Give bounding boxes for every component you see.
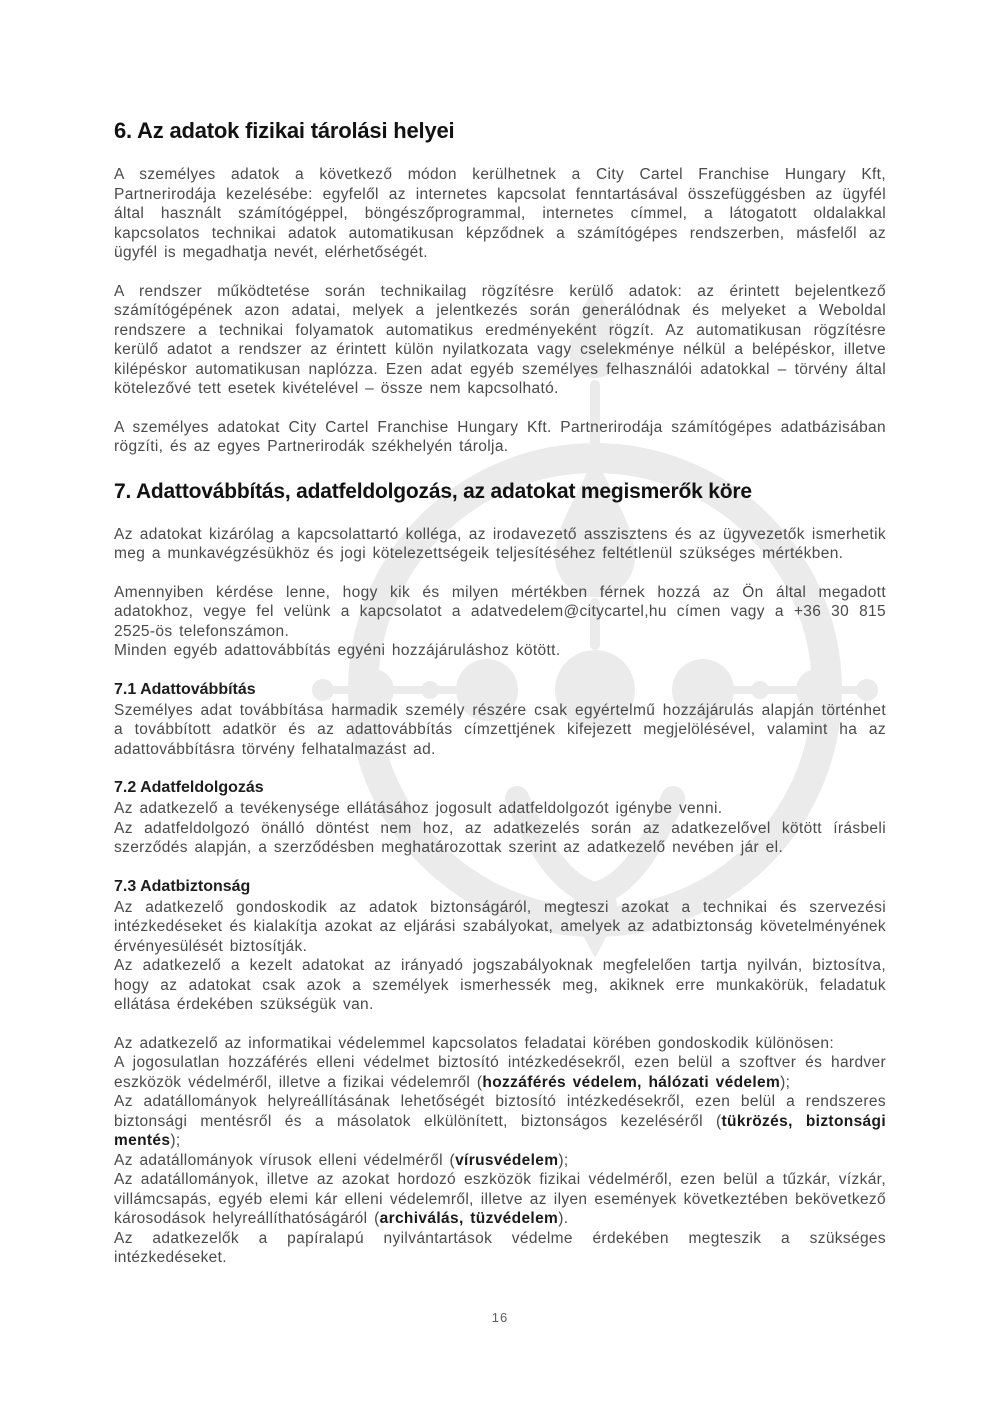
section-7-3-heading: 7.3 Adatbiztonság [114,877,251,895]
section-6-heading: 6. Az adatok fizikai tárolási helyei [114,118,455,143]
section-7-2-paragraph-2: Az adatfeldolgozó önálló döntést nem hoz, az adatkezelés során az adatkezelővel kötött írásbeli szerződés alapján, a szerződésben meghatározottak szerint az adatkezelő nevében jár el. [114,819,886,856]
section-7-1-heading: 7.1 Adattovábbítás [114,680,256,698]
section-7-2-paragraph-1: Az adatkezelő a tevékenysége ellátásához jogosult adatfeldolgozót igénybe venni. [114,800,723,817]
section-7-paragraph-1: Az adatokat kizárólag a kapcsolattartó kolléga, az irodavezető asszisztens és az ügyvezetők ismerhetik meg a munkavégzésükhöz és jogi kötelezettségeik teljesítéséhez feltétlenül szükséges mértékben. [114,525,886,562]
page-number: 16 [491,1310,509,1325]
section-7-paragraph-2: Amennyiben kérdése lenne, hogy kik és milyen mértékben férnek hozzá az Ön által megadott adatokhoz, vegye fel velünk a kapcsolatot a adatvedelem@citycartel,hu címen vagy a +36 30 815 2525-ös telefonszámon. [114,583,886,640]
security-measure-item-1-text: A jogosulatlan hozzáférés elleni védelmet biztosító intézkedésekről, ezen belül a szoftver és hardver eszközök védelméről, illetve a fizikai védelemről ( [114,1054,886,1091]
security-measure-item-4-suffix: ). [558,1210,569,1227]
section-7-paragraph-3: Minden egyéb adattovábbítás egyéni hozzájáruláshoz kötött. [114,642,561,659]
document-content [114,118,886,1268]
section-7-2-heading: 7.2 Adatfeldolgozás [114,779,264,796]
security-measure-item-2-suffix: ); [170,1132,181,1149]
section-6-paragraph-3: A személyes adatokat City Cartel Franchise Hungary Kft. Partnerirodája számítógépes adatbázisában rögzíti, és az egyes Partnerirodák székhelyén tárolja. [114,418,886,455]
security-measure-item-2-bold: tükrözés, biztonsági mentés [114,1112,886,1149]
section-7-1-paragraph-1: Személyes adat továbbítása harmadik személy részére csak egyértelmű hozzájárulás alapján történhet a továbbított adatkör és az adattovábbítás címzettjének kifejezett megjelölésével, valamint ha az adattovábbításra törvény felhatalmazást ad. [114,701,886,758]
security-measures-intro: Az adatkezelő az informatikai védelemmel kapcsolatos feladatai körében gondoskodik különösen: [114,1034,835,1052]
security-measure-item-2-text: Az adatállományok helyreállításának lehetőségét biztosító intézkedésekről, ezen belül a rendszeres biztonsági mentésről és a másolatok elkülönített, biztonságos kezeléséről ( [114,1093,886,1130]
security-measure-item-2 [114,1092,886,1151]
security-measures-closing: Az adatkezelők a papíralapú nyilvántartások védelme érdekében megteszik a szükséges intézkedéseket. [114,1229,886,1266]
security-measure-item-3-text: Az adatállományok vírusok elleni védelméről ( [114,1151,456,1169]
security-measure-item-3-bold: vírusvédelem [455,1151,559,1169]
section-6-paragraph-2: A rendszer működtetése során technikailag rögzítésre kerülő adatok: az érintett bejelentkező számítógépének azon adatai, melyek a jelentkezés során generálódnak és melyeket a Weboldal rendszere a technikai folyamatok automatikus eredményeként rögzít. Az automatikusan rögzítésre kerülő adatot a rendszer az érintett külön nyilatkozata vagy cselekménye nélkül a belépéskor, illetve kilépéskor automatikusan naplózza. Ezen adat egyéb személyes felhasználói adatokkal – törvény által kötelezővé tett esetek kivételével – össze nem kapcsolható. [114,282,886,397]
section-6-paragraph-1: A személyes adatok a következő módon kerülhetnek a City Cartel Franchise Hungary Kft, Partnerirodája kezelésébe: egyfelől az internetes kapcsolat fenntartásával összefüggésben az ügyfél által használt számítógéppel, böngészőprogrammal, internetes címmel, a látogatott oldalakkal kapcsolatos technikai adatok automatikusan képződnek a számítógépes rendszerben, másfelől az ügyfél is megadhatja nevét, elérhetőségét. [114,166,886,261]
security-measure-item-3-suffix: ); [558,1151,569,1169]
security-measure-item-1 [114,1053,886,1092]
section-7-3-paragraph-1: Az adatkezelő gondoskodik az adatok biztonságáról, megteszi azokat a technikai és szervezési intézkedéseket és kialakítja azokat az eljárási szabályokat, amelyek az adatbiztonság követelményének érvényesülését biztosítják. [114,898,886,955]
security-measure-item-1-bold: hozzáférés védelem, hálózati védelem [482,1073,781,1091]
security-measure-item-4 [114,1170,886,1229]
security-measure-item-4-bold: archiválás, tüzvédelem [379,1210,559,1227]
security-measure-item-1-suffix: ); [780,1073,791,1091]
security-measure-item-3 [114,1151,886,1171]
security-measure-item-4-text: Az adatállományok, illetve az azokat hordozó eszközök fizikai védelméről, ezen belül a tűzkár, vízkár, villámcsapás, egyéb elemi kár elleni védelemről, illetve az ilyen események következtében bekövetkező károsodások helyreállíthatóságáról ( [114,1171,886,1227]
section-7-3-paragraph-2: Az adatkezelő a kezelt adatokat az irányadó jogszabályoknak megfelelően tartja nyilván, biztosítva, hogy az adatokat csak azok a személyek ismerhessék meg, akiknek erre munkakörük, feladatuk ellátása érdekében szükségük van. [114,957,886,1013]
section-7-heading: 7. Adattovábbítás, adatfeldolgozás, az adatokat megismerők köre [114,479,752,503]
